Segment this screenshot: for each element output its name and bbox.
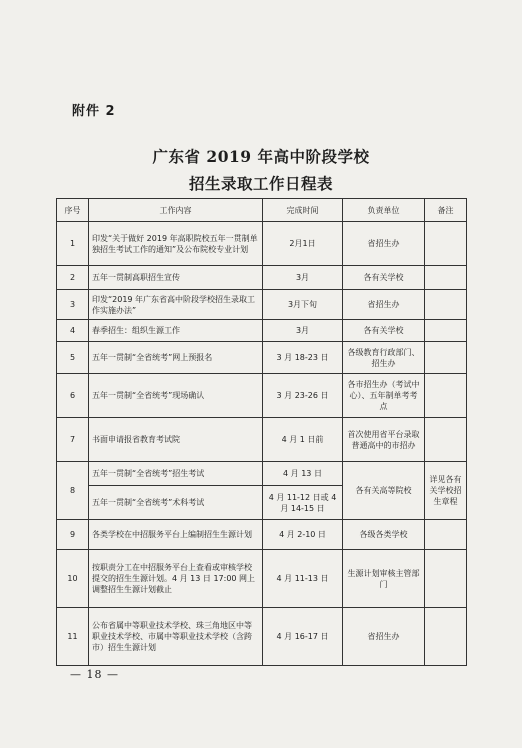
- row-unit: 省招生办: [343, 222, 425, 266]
- row-time: 2月1日: [263, 222, 343, 266]
- row-note: 详见各有关学校招生章程: [425, 462, 467, 520]
- row-unit: 各有关高等院校: [343, 462, 425, 520]
- schedule-table: [56, 198, 467, 666]
- row-time: 4 月 11-13 日: [263, 550, 343, 608]
- row-content: 五年一贯制“全省统考”术科考试: [89, 486, 263, 520]
- row-time: 3月: [263, 320, 343, 342]
- table-row: [57, 418, 467, 462]
- attachment-label: 附件 2: [72, 104, 116, 119]
- row-note: [425, 550, 467, 608]
- title-line-2: 招生录取工作日程表: [188, 174, 333, 193]
- row-note: [425, 320, 467, 342]
- row-time: 4 月 13 日: [263, 462, 343, 486]
- header-content: 工作内容: [89, 199, 263, 222]
- row-note: [425, 342, 467, 374]
- row-no: 8: [57, 462, 89, 520]
- table-row: [57, 320, 467, 342]
- table-row: [57, 550, 467, 608]
- row-time: 4 月 1 日前: [263, 418, 343, 462]
- row-time: 3 月 23-26 日: [263, 374, 343, 418]
- table-row: [57, 608, 467, 666]
- row-no: 1: [57, 222, 89, 266]
- row-time: 4 月 11-12 日或 4 月 14-15 日: [263, 486, 343, 520]
- row-no: 6: [57, 374, 89, 418]
- row-unit: 首次使用省平台录取普通高中的市招办: [343, 418, 425, 462]
- row-content: 书面申请报省教育考试院: [89, 418, 263, 462]
- row-time: 4 月 2-10 日: [263, 520, 343, 550]
- table-row: [57, 462, 467, 486]
- table-row: [57, 374, 467, 418]
- table-row: [57, 342, 467, 374]
- row-no: 10: [57, 550, 89, 608]
- row-time: 3月下旬: [263, 290, 343, 320]
- row-unit: 省招生办: [343, 290, 425, 320]
- row-no: 11: [57, 608, 89, 666]
- header-time: 完成时间: [263, 199, 343, 222]
- row-content: 公布省属中等职业技术学校、珠三角地区中等职业技术学校、市属中等职业技术学校（含跨市）招生生源计划: [89, 608, 263, 666]
- row-note: [425, 222, 467, 266]
- row-time: 4 月 16-17 日: [263, 608, 343, 666]
- row-unit: 各级教育行政部门、招生办: [343, 342, 425, 374]
- row-content: 五年一贯制高职招生宣传: [89, 266, 263, 290]
- row-time: 3 月 18-23 日: [263, 342, 343, 374]
- header-note: 备注: [425, 199, 467, 222]
- title-line-1: 广东省 2019 年高中阶段学校: [152, 147, 370, 166]
- table-row: [57, 266, 467, 290]
- row-unit: 各有关学校: [343, 320, 425, 342]
- row-note: [425, 266, 467, 290]
- row-note: [425, 608, 467, 666]
- row-unit: 各有关学校: [343, 266, 425, 290]
- table-header-row: [57, 199, 467, 222]
- row-no: 5: [57, 342, 89, 374]
- row-no: 2: [57, 266, 89, 290]
- header-no: 序号: [57, 199, 89, 222]
- row-content: 春季招生：组织生源工作: [89, 320, 263, 342]
- row-note: [425, 520, 467, 550]
- row-unit: 各级各类学校: [343, 520, 425, 550]
- table-row: [57, 520, 467, 550]
- row-no: 3: [57, 290, 89, 320]
- table-row: [57, 222, 467, 266]
- row-no: 7: [57, 418, 89, 462]
- row-unit: 省招生办: [343, 608, 425, 666]
- row-content: 印发“关于做好 2019 年高职院校五年一贯制单独招生考试工作的通知”及公布院校专业计划: [89, 222, 263, 266]
- row-content: 五年一贯制“全省统考”招生考试: [89, 462, 263, 486]
- row-note: [425, 418, 467, 462]
- table-row: [57, 290, 467, 320]
- row-content: 五年一贯制“全省统考”网上预报名: [89, 342, 263, 374]
- row-content: 按职责分工在中招服务平台上查看或审核学校提交的招生生源计划。4 月 13 日 17:00 网上调整招生生源计划截止: [89, 550, 263, 608]
- row-time: 3月: [263, 266, 343, 290]
- row-content: 各类学校在中招服务平台上编制招生生源计划: [89, 520, 263, 550]
- row-unit: 生源计划审核主管部门: [343, 550, 425, 608]
- row-no: 9: [57, 520, 89, 550]
- row-content: 五年一贯制“全省统考”现场确认: [89, 374, 263, 418]
- header-unit: 负责单位: [343, 199, 425, 222]
- row-no: 4: [57, 320, 89, 342]
- row-content: 印发“2019 年广东省高中阶段学校招生录取工作实施办法”: [89, 290, 263, 320]
- page-number: — 18 —: [70, 668, 119, 681]
- row-note: [425, 374, 467, 418]
- row-note: [425, 290, 467, 320]
- row-unit: 各市招生办（考试中心）、五年制单考考点: [343, 374, 425, 418]
